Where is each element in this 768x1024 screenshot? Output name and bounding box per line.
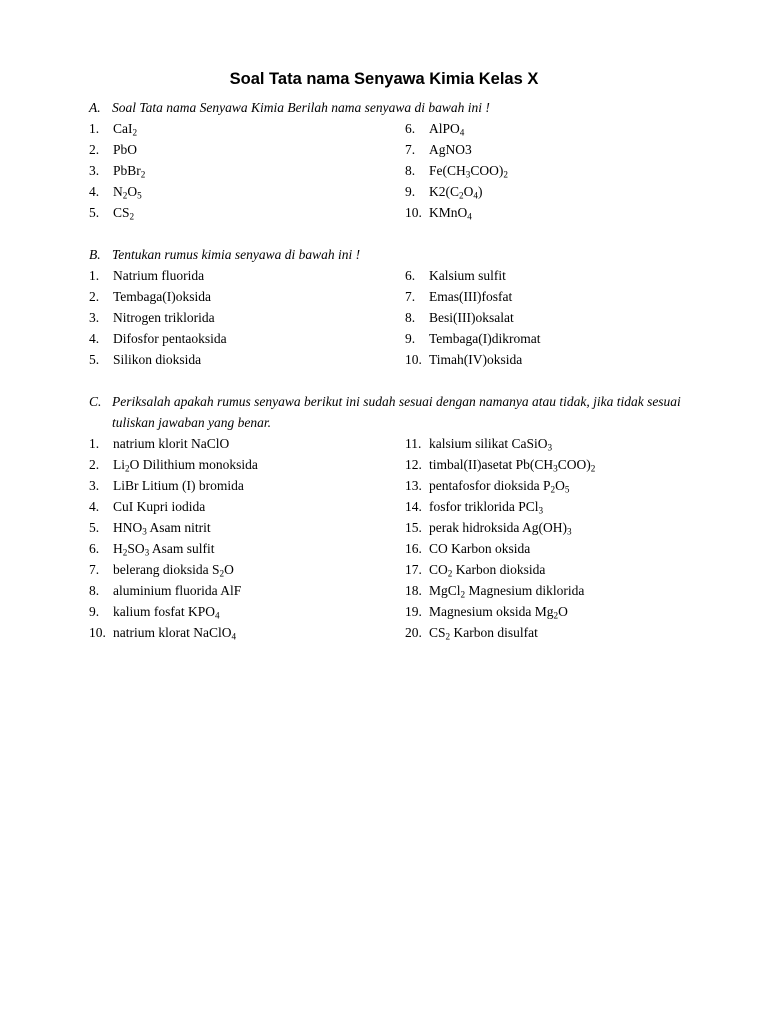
question-item bbox=[405, 307, 514, 328]
section-letter: C. bbox=[89, 394, 102, 409]
question-text: $K2(C_2O_4)$ bbox=[429, 184, 483, 201]
question-item bbox=[405, 475, 569, 496]
question-text: belerang dioksida $S_2O$ bbox=[113, 562, 234, 579]
section-instruction: Soal Tata nama Senyawa Kimia Berilah nama senyawa di bawah ini ! bbox=[112, 100, 490, 115]
question-text: CaI$_2$ bbox=[113, 121, 138, 138]
question-item bbox=[405, 286, 512, 307]
question-row bbox=[89, 265, 689, 286]
question-number: 10. bbox=[405, 352, 422, 367]
question-number: 4. bbox=[89, 331, 100, 346]
question-item bbox=[89, 475, 405, 496]
question-item bbox=[405, 496, 543, 517]
question-item bbox=[89, 517, 405, 538]
question-text: CuI Kupri iodida bbox=[113, 499, 206, 514]
question-row bbox=[89, 454, 689, 475]
question-number: 4. bbox=[89, 499, 100, 514]
question-list bbox=[89, 118, 689, 223]
question-number: 9. bbox=[405, 184, 416, 199]
question-text: Tembaga(I)oksida bbox=[113, 289, 212, 304]
question-text: kalium fosfat $KPO_4$ bbox=[113, 604, 220, 621]
question-row bbox=[89, 307, 689, 328]
question-number: 1. bbox=[89, 121, 100, 136]
page-title: Soal Tata nama Senyawa Kimia Kelas X bbox=[229, 70, 539, 88]
question-row bbox=[89, 181, 689, 202]
question-row bbox=[89, 160, 689, 181]
question-number: 7. bbox=[405, 289, 416, 304]
question-item bbox=[89, 139, 405, 160]
question-text: Natrium fluorida bbox=[113, 268, 205, 283]
question-item bbox=[405, 202, 472, 223]
question-text: $Li_2O$ Dilithium monoksida bbox=[113, 457, 258, 474]
question-text: perak hidroksida $Ag(OH)_3$ bbox=[429, 520, 572, 537]
question-text: timbal(II)asetat $Pb(CH_3COO)_2$ bbox=[429, 457, 596, 474]
question-item bbox=[405, 517, 572, 538]
question-text: Kalsium sulfit bbox=[429, 268, 506, 283]
question-item bbox=[89, 349, 405, 370]
question-number: 7. bbox=[405, 142, 416, 157]
question-text: $N_2O_5$ bbox=[113, 184, 142, 201]
question-text: Magnesium oksida $Mg_2O$ bbox=[429, 604, 568, 621]
question-number: 10. bbox=[89, 625, 106, 640]
section-a bbox=[89, 97, 689, 223]
question-item bbox=[405, 139, 472, 160]
question-item bbox=[89, 496, 405, 517]
question-item bbox=[405, 538, 530, 559]
question-text: Besi(III)oksalat bbox=[429, 310, 514, 325]
question-number: 8. bbox=[89, 583, 100, 598]
question-text: natrium klorat NaClO$_4$ bbox=[113, 625, 237, 642]
question-row bbox=[89, 475, 689, 496]
question-text: Nitrogen triklorida bbox=[113, 310, 215, 325]
question-number: 1. bbox=[89, 436, 100, 451]
question-item bbox=[405, 349, 522, 370]
question-item bbox=[405, 265, 506, 286]
question-text: Tembaga(I)dikromat bbox=[429, 331, 541, 346]
question-text: LiBr Litium (I) bromida bbox=[113, 478, 244, 493]
question-item bbox=[405, 580, 584, 601]
question-number: 7. bbox=[89, 562, 100, 577]
question-item bbox=[89, 160, 405, 181]
question-number: 14. bbox=[405, 499, 422, 514]
question-number: 8. bbox=[405, 310, 416, 325]
question-text: $CO_2$ Karbon dioksida bbox=[429, 562, 546, 579]
section-instruction: Tentukan rumus kimia senyawa di bawah ini ! bbox=[112, 247, 361, 262]
question-row bbox=[89, 202, 689, 223]
question-text: MgCl$_2$ Magnesium diklorida bbox=[429, 583, 585, 600]
question-number: 6. bbox=[405, 268, 416, 283]
question-row bbox=[89, 622, 689, 643]
question-item bbox=[405, 559, 545, 580]
question-number: 6. bbox=[405, 121, 416, 136]
question-item bbox=[89, 307, 405, 328]
question-item bbox=[405, 622, 538, 643]
question-number: 2. bbox=[89, 142, 100, 157]
question-row bbox=[89, 559, 689, 580]
question-item bbox=[405, 181, 482, 202]
question-item bbox=[89, 454, 405, 475]
question-text: Emas(III)fosfat bbox=[429, 289, 513, 304]
question-item bbox=[89, 328, 405, 349]
question-item bbox=[405, 160, 508, 181]
question-number: 12. bbox=[405, 457, 422, 472]
question-row bbox=[89, 601, 689, 622]
question-text: Silikon dioksida bbox=[113, 352, 202, 367]
question-text: PbO bbox=[113, 142, 138, 157]
section-c bbox=[89, 391, 689, 643]
question-number: 11. bbox=[405, 436, 422, 451]
question-row bbox=[89, 286, 689, 307]
question-row bbox=[89, 496, 689, 517]
question-number: 5. bbox=[89, 352, 100, 367]
question-list bbox=[89, 265, 689, 370]
question-number: 9. bbox=[405, 331, 416, 346]
question-number: 9. bbox=[89, 604, 100, 619]
question-number: 1. bbox=[89, 268, 100, 283]
question-item bbox=[89, 538, 405, 559]
question-text: Timah(IV)oksida bbox=[429, 352, 523, 367]
question-number: 3. bbox=[89, 163, 100, 178]
question-text: $CS_2$ bbox=[113, 205, 135, 222]
question-item bbox=[89, 622, 405, 643]
question-row bbox=[89, 139, 689, 160]
question-number: 13. bbox=[405, 478, 422, 493]
question-row bbox=[89, 328, 689, 349]
question-text: Difosfor pentaoksida bbox=[113, 331, 227, 346]
question-number: 3. bbox=[89, 478, 100, 493]
question-item bbox=[405, 328, 541, 349]
section-instruction: Periksalah apakah rumus senyawa berikut ini sudah sesuai dengan namanya atau tidak, jika tidak sesuai tuliskan jawaban yang benar. bbox=[112, 394, 681, 430]
question-text: $CS_2$ Karbon disulfat bbox=[429, 625, 538, 642]
question-number: 2. bbox=[89, 289, 100, 304]
question-row bbox=[89, 538, 689, 559]
question-text: KMnO$_4$ bbox=[429, 205, 472, 222]
question-number: 20. bbox=[405, 625, 422, 640]
question-number: 4. bbox=[89, 184, 100, 199]
question-text: natrium klorit NaClO bbox=[113, 436, 230, 451]
question-number: 2. bbox=[89, 457, 100, 472]
question-row bbox=[89, 349, 689, 370]
question-number: 5. bbox=[89, 205, 100, 220]
question-number: 19. bbox=[405, 604, 422, 619]
question-number: 5. bbox=[89, 520, 100, 535]
question-number: 10. bbox=[405, 205, 422, 220]
question-text: aluminium fluorida AlF bbox=[113, 583, 242, 598]
question-number: 8. bbox=[405, 163, 416, 178]
question-text: AgNO3 bbox=[429, 142, 472, 157]
question-list bbox=[89, 433, 689, 643]
question-item bbox=[89, 286, 405, 307]
section-letter: A. bbox=[89, 100, 101, 115]
question-text: kalsium silikat CaSiO$_3$ bbox=[429, 436, 553, 453]
question-item bbox=[89, 265, 405, 286]
question-item bbox=[89, 118, 405, 139]
question-text: fosfor triklorida PCl$_3$ bbox=[429, 499, 544, 516]
question-text: $Fe(CH_3COO)_2$ bbox=[429, 163, 508, 180]
question-item bbox=[89, 580, 405, 601]
question-number: 18. bbox=[405, 583, 422, 598]
question-item bbox=[89, 601, 405, 622]
section-heading bbox=[89, 97, 689, 118]
question-item bbox=[89, 181, 405, 202]
question-number: 16. bbox=[405, 541, 422, 556]
question-text: $HNO_3$ Asam nitrit bbox=[113, 520, 211, 537]
question-item bbox=[89, 559, 405, 580]
question-row bbox=[89, 517, 689, 538]
question-number: 3. bbox=[89, 310, 100, 325]
question-text: pentafosfor dioksida $P_2O_5$ bbox=[429, 478, 570, 495]
question-text: $H_2SO_3$ Asam sulfit bbox=[113, 541, 215, 558]
question-text: AlPO$_4$ bbox=[429, 121, 465, 138]
section-heading bbox=[89, 244, 689, 265]
question-item bbox=[405, 118, 464, 139]
question-number: 17. bbox=[405, 562, 422, 577]
question-item bbox=[89, 202, 405, 223]
question-item bbox=[89, 433, 405, 454]
question-item bbox=[405, 433, 552, 454]
section-b bbox=[89, 244, 689, 370]
question-text: CO Karbon oksida bbox=[429, 541, 531, 556]
question-item bbox=[405, 454, 595, 475]
question-text: PbBr$_2$ bbox=[113, 163, 146, 180]
question-row bbox=[89, 118, 689, 139]
question-number: 15. bbox=[405, 520, 422, 535]
question-row bbox=[89, 580, 689, 601]
section-heading bbox=[89, 391, 689, 433]
question-row bbox=[89, 433, 689, 454]
question-item bbox=[405, 601, 568, 622]
section-letter: B. bbox=[89, 247, 101, 262]
question-number: 6. bbox=[89, 541, 100, 556]
